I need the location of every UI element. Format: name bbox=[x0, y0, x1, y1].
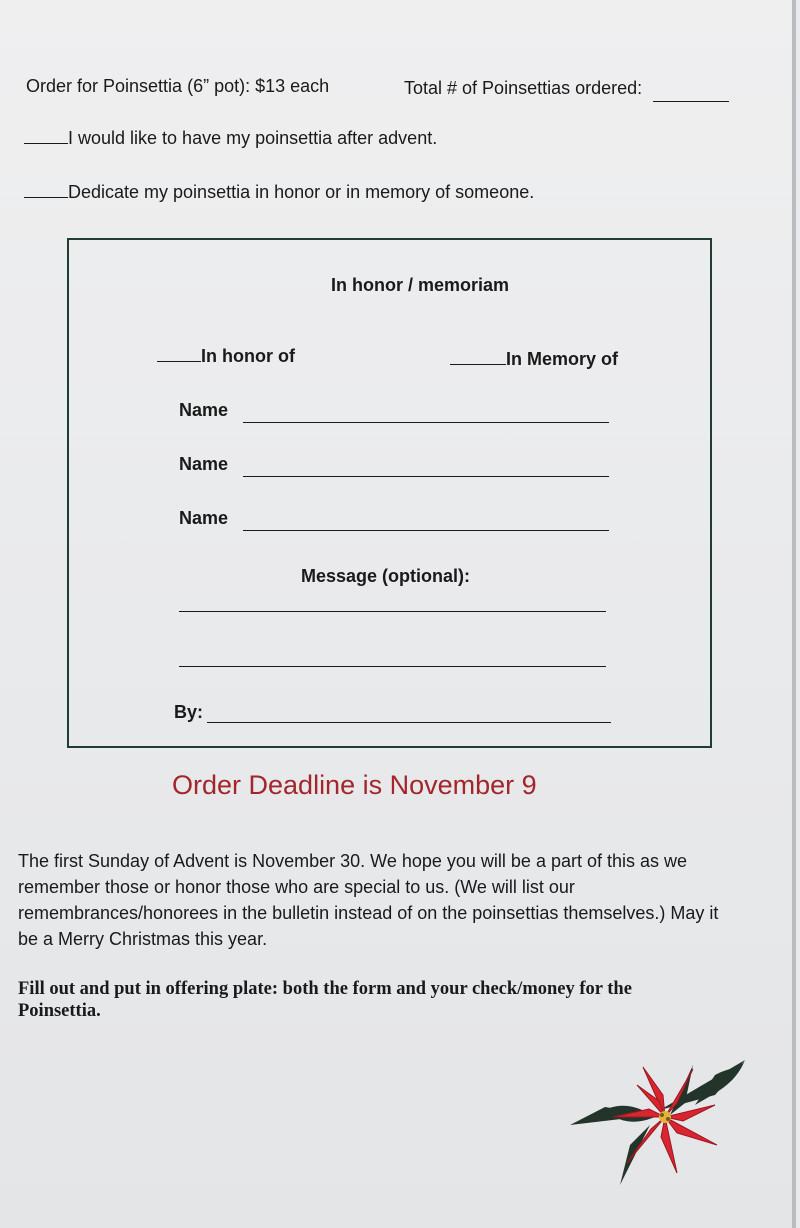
by-field[interactable] bbox=[207, 722, 611, 723]
name-field-2[interactable] bbox=[243, 476, 609, 477]
after-advent-text: I would like to have my poinsettia after advent. bbox=[68, 128, 438, 148]
page-edge bbox=[792, 0, 796, 1228]
message-field-2[interactable] bbox=[179, 666, 606, 667]
by-label: By: bbox=[174, 702, 204, 722]
total-line bbox=[404, 78, 729, 99]
total-label: Total # of Poinsettias ordered: bbox=[404, 78, 643, 98]
dedication-title: In honor / memoriam bbox=[331, 275, 510, 295]
honor-label: In honor of bbox=[201, 346, 295, 366]
after-advent-checkbox-blank[interactable] bbox=[24, 143, 68, 144]
dedication-box bbox=[67, 238, 712, 748]
poinsettia-center bbox=[659, 1111, 671, 1123]
advent-description: The first Sunday of Advent is November 30. We hope you will be a part of this as we remember those or honor those who are special to us. (We will list our remembrances/honorees in the bulletin instead of on the poinsettias themselves.) May it be a Merry Christmas this year. bbox=[18, 851, 719, 949]
honor-option bbox=[157, 346, 295, 367]
submission-instructions: Fill out and put in offering plate: both the form and your check/money for the Poinsettia. bbox=[18, 979, 632, 1021]
dedicate-checkbox-blank[interactable] bbox=[24, 197, 68, 198]
memory-blank[interactable] bbox=[450, 364, 506, 365]
dedicate-text: Dedicate my poinsettia in honor or in memory of someone. bbox=[68, 182, 535, 202]
memory-option bbox=[450, 349, 618, 370]
dedicate-line bbox=[24, 182, 534, 203]
total-blank[interactable] bbox=[653, 101, 729, 102]
name-label-3: Name bbox=[179, 508, 229, 528]
honor-blank[interactable] bbox=[157, 361, 201, 362]
name-label-2: Name bbox=[179, 454, 229, 474]
message-label: Message (optional): bbox=[301, 566, 471, 586]
message-field-1[interactable] bbox=[179, 611, 606, 612]
price-text: Order for Poinsettia (6” pot): $13 each bbox=[26, 76, 330, 96]
name-field-1[interactable] bbox=[243, 422, 609, 423]
after-advent-line bbox=[24, 128, 437, 149]
poinsettia-icon bbox=[565, 1055, 750, 1190]
memory-label: In Memory of bbox=[506, 349, 619, 369]
order-deadline: Order Deadline is November 9 bbox=[172, 770, 537, 800]
name-label-1: Name bbox=[179, 400, 229, 420]
price-line bbox=[26, 76, 329, 97]
name-field-3[interactable] bbox=[243, 530, 609, 531]
